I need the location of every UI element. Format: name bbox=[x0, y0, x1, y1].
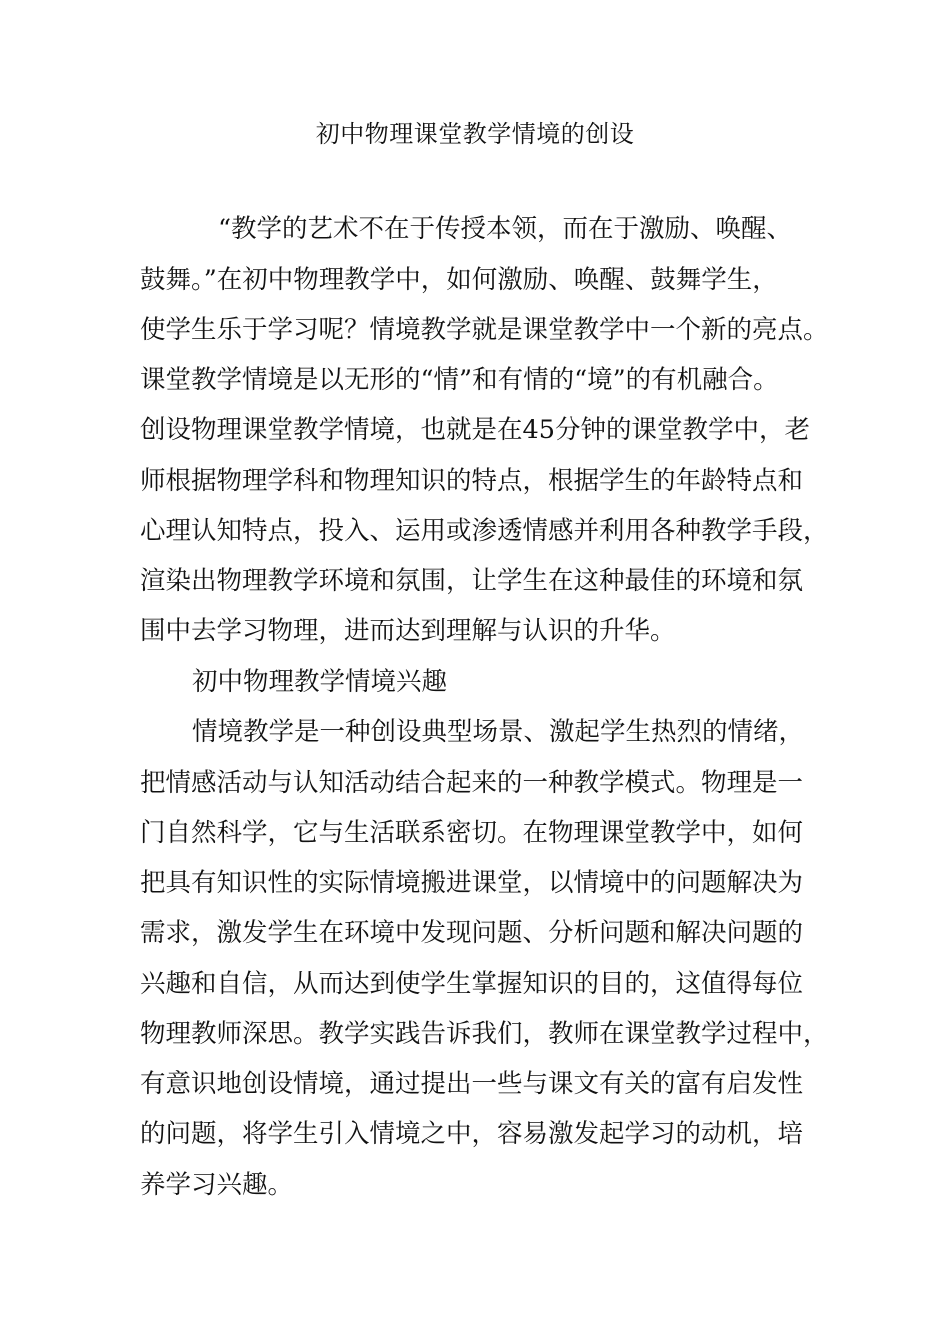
paragraph-line: 鼓舞。”在初中物理教学中，如何激励、唤醒、鼓舞学生， bbox=[140, 265, 778, 295]
paragraph-line: 门自然科学，它与生活联系密切。在物理课堂教学中，如何 bbox=[140, 818, 804, 848]
paragraph-line: 物理教师深思。教学实践告诉我们，教师在课堂教学过程中， bbox=[140, 1019, 829, 1049]
paragraph-line: 需求，激发学生在环境中发现问题、分析问题和解决问题的 bbox=[140, 918, 804, 948]
paragraph-line: 的问题，将学生引入情境之中，容易激发起学习的动机，培 bbox=[140, 1119, 804, 1149]
paragraph-line: 围中去学习物理，进而达到理解与认识的升华。 bbox=[140, 616, 676, 646]
paragraph-line: 把具有知识性的实际情境搬进课堂，以情境中的问题解决为 bbox=[140, 868, 804, 898]
paragraph-line: 情境教学是一种创设典型场景、激起学生热烈的情绪， bbox=[192, 717, 805, 747]
paragraph-line: 把情感活动与认知活动结合起来的一种教学模式。物理是一 bbox=[140, 768, 804, 798]
paragraph-line: 养学习兴趣。 bbox=[140, 1170, 294, 1200]
paragraph-line: 兴趣和自信，从而达到使学生掌握知识的目的，这值得每位 bbox=[140, 969, 804, 999]
paragraph-line: 使学生乐于学习呢？情境教学就是课堂教学中一个新的亮点。 bbox=[140, 315, 829, 345]
paragraph-line: 师根据物理学科和物理知识的特点，根据学生的年龄特点和 bbox=[140, 466, 804, 496]
paragraph-line: “教学的艺术不在于传授本领，而在于激励、唤醒、 bbox=[218, 214, 793, 244]
paragraph-line: 有意识地创设情境，通过提出一些与课文有关的富有启发性 bbox=[140, 1069, 804, 1099]
paragraph-line: 渲染出物理教学环境和氛围，让学生在这种最佳的环境和氛 bbox=[140, 566, 804, 596]
section-heading: 初中物理教学情境兴趣 bbox=[192, 667, 448, 697]
paragraph-line: 心理认知特点，投入、运用或渗透情感并利用各种教学手段， bbox=[140, 516, 829, 546]
paragraph-line: 课堂教学情境是以无形的“情”和有情的“境”的有机融合。 bbox=[140, 365, 779, 395]
document-title: 初中物理课堂教学情境的创设 bbox=[315, 120, 635, 148]
paragraph-line: 创设物理课堂教学情境，也就是在45分钟的课堂教学中，老 bbox=[140, 415, 810, 445]
